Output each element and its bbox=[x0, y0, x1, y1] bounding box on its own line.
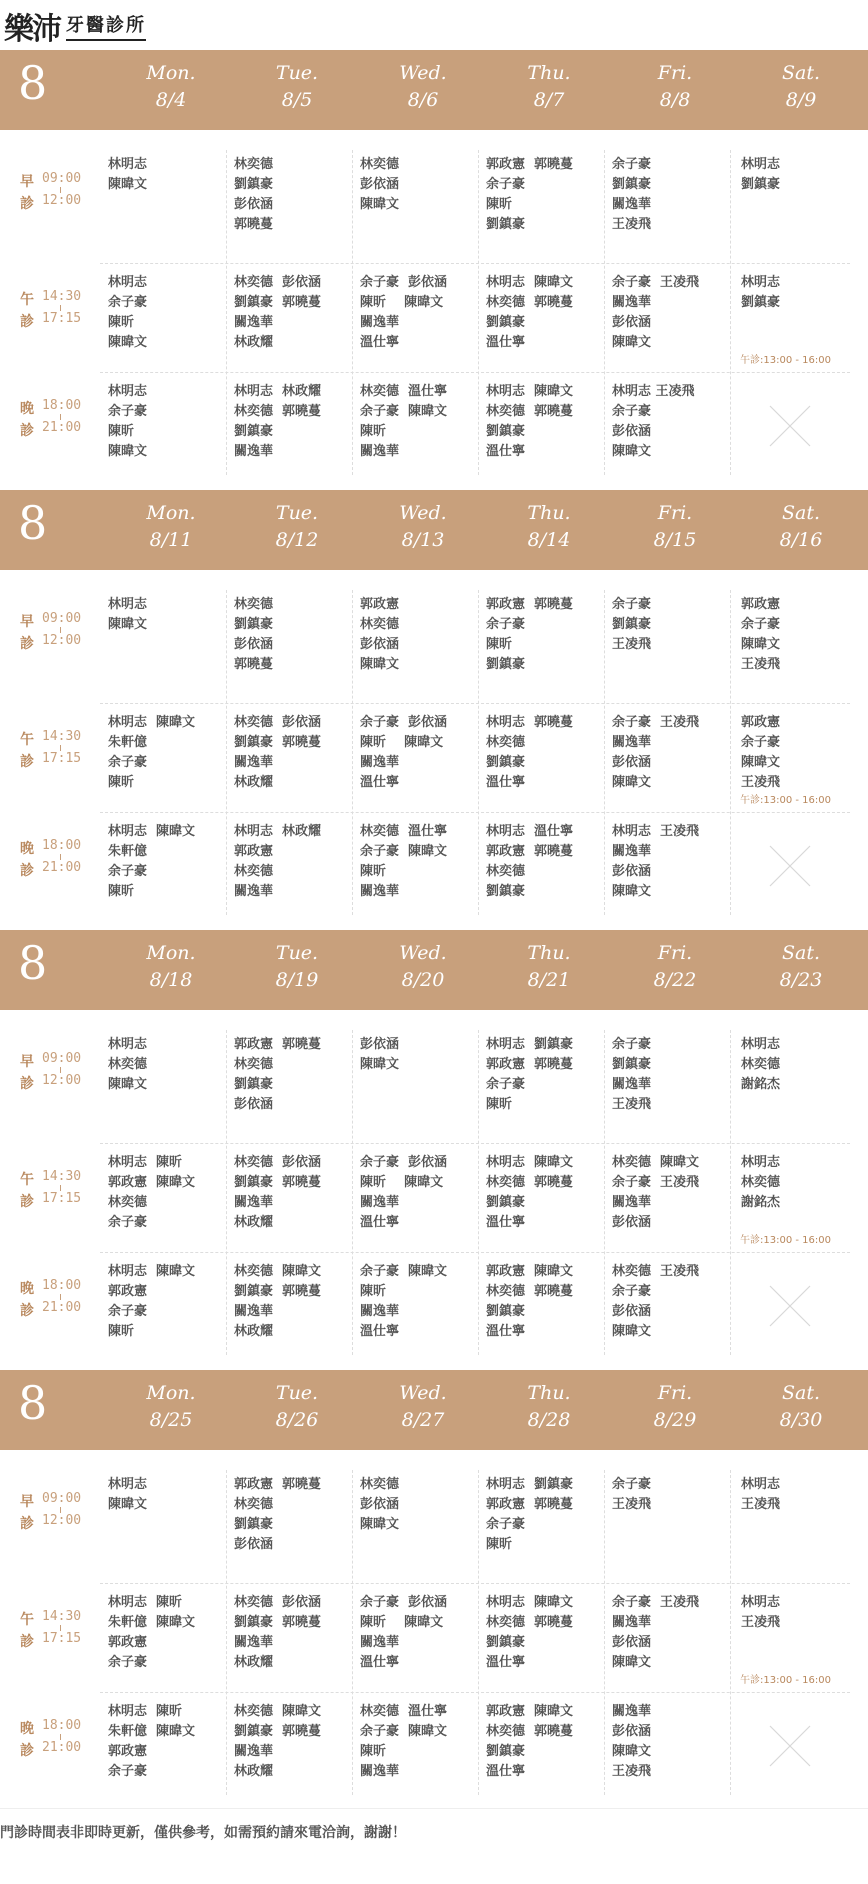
doctor-cell: 郭政憲 余子豪 陳暐文 王凌飛 bbox=[741, 715, 781, 790]
session-start-time: 18:00 bbox=[42, 1718, 82, 1733]
doctor-cell: 林明志 王凌飛 關逸華 彭依涵 陳暐文 bbox=[612, 824, 700, 899]
session-label bbox=[16, 1704, 96, 1764]
time-divider bbox=[60, 627, 61, 633]
session-end-time: 21:00 bbox=[42, 1740, 82, 1755]
closed-x-icon bbox=[768, 1724, 812, 1768]
session-label bbox=[16, 1037, 96, 1097]
day-heading bbox=[612, 500, 738, 554]
session-label bbox=[16, 715, 96, 775]
doctor-cell: 郭政憲 陳暐文 林奕德 郭曉蔓 劉鎮豪 溫仕寧 bbox=[486, 1704, 574, 1779]
session-start-time: 18:00 bbox=[42, 838, 82, 853]
doctor-cell: 林奕德 彭依涵 陳暐文 bbox=[360, 157, 400, 212]
column-divider bbox=[352, 1470, 353, 1795]
saturday-afternoon-note: 午診:13:00 - 16:00 bbox=[740, 1675, 831, 1686]
column-divider bbox=[478, 1030, 479, 1355]
doctor-cell: 林奕德 彭依涵 劉鎮豪 郭曉蔓 關逸華 林政耀 bbox=[234, 1595, 322, 1670]
day-name: Thu. bbox=[527, 502, 571, 524]
session-start-time: 09:00 bbox=[42, 1051, 82, 1066]
session-char: 診 bbox=[20, 314, 34, 330]
doctor-cell: 林明志 劉鎮豪 bbox=[741, 157, 781, 192]
doctor-cell: 郭政憲 郭曉蔓 林奕德 劉鎮豪 彭依涵 bbox=[234, 1477, 322, 1552]
session-char: 午 bbox=[20, 732, 34, 748]
doctor-cell: 林明志 陳暐文 林奕德 郭曉蔓 劉鎮豪 溫仕寧 bbox=[486, 1595, 574, 1670]
session-end-time: 12:00 bbox=[42, 1073, 82, 1088]
closed-x-icon bbox=[768, 844, 812, 888]
doctor-cell: 林奕德 彭依涵 劉鎮豪 郭曉蔓 關逸華 林政耀 bbox=[234, 275, 322, 350]
session-char: 早 bbox=[20, 1054, 34, 1070]
doctor-cell: 郭政憲 余子豪 陳暐文 王凌飛 bbox=[741, 597, 781, 672]
session-label bbox=[16, 1477, 96, 1537]
session-start-time: 18:00 bbox=[42, 398, 82, 413]
day-heading bbox=[486, 940, 612, 994]
session-start-time: 14:30 bbox=[42, 289, 82, 304]
saturday-afternoon-note: 午診:13:00 - 16:00 bbox=[740, 1235, 831, 1246]
week-block bbox=[0, 930, 868, 1360]
session-label bbox=[16, 275, 96, 335]
doctor-cell: 林明志 陳暐文 林奕德 郭曉蔓 劉鎮豪 溫仕寧 bbox=[486, 384, 574, 459]
doctor-cell: 余子豪 劉鎮豪 關逸華 王凌飛 bbox=[612, 157, 652, 232]
day-name: Fri. bbox=[657, 62, 693, 84]
doctor-cell: 林明志 余子豪 陳昕 陳暐文 bbox=[108, 275, 148, 350]
doctor-cell: 林奕德 溫仕寧 余子豪 陳暐文 陳昕 關逸華 bbox=[360, 1704, 448, 1779]
day-heading bbox=[360, 940, 486, 994]
day-date: 8/14 bbox=[527, 529, 571, 551]
doctor-cell: 郭政憲 郭曉蔓 余子豪 陳昕 劉鎮豪 bbox=[486, 597, 574, 672]
week-header bbox=[0, 50, 868, 130]
doctor-cell: 林明志 陳暐文 bbox=[108, 157, 148, 192]
saturday-afternoon-note: 午診:13:00 - 16:00 bbox=[740, 795, 831, 806]
doctor-cell: 林明志 陳暐文 朱軒億 余子豪 陳昕 bbox=[108, 715, 196, 790]
closed-x-icon bbox=[768, 404, 812, 448]
day-name: Sat. bbox=[781, 942, 821, 964]
column-divider bbox=[478, 150, 479, 475]
time-divider bbox=[60, 187, 61, 193]
column-divider bbox=[730, 1030, 731, 1355]
session-char: 午 bbox=[20, 1612, 34, 1628]
session-char: 診 bbox=[20, 863, 34, 879]
session-row-morning bbox=[0, 585, 868, 695]
day-date: 8/22 bbox=[653, 969, 697, 991]
day-heading bbox=[612, 60, 738, 114]
session-row-evening bbox=[0, 372, 868, 482]
day-date: 8/4 bbox=[155, 89, 187, 111]
session-end-time: 21:00 bbox=[42, 1300, 82, 1315]
column-divider bbox=[226, 1470, 227, 1795]
day-name: Mon. bbox=[146, 502, 196, 524]
session-char: 早 bbox=[20, 174, 34, 190]
day-heading bbox=[234, 940, 360, 994]
doctor-cell: 郭政憲 郭曉蔓 林奕德 劉鎮豪 彭依涵 bbox=[234, 1037, 322, 1112]
doctor-cell: 余子豪 王凌飛 bbox=[612, 1477, 652, 1512]
day-heading bbox=[360, 60, 486, 114]
week-header bbox=[0, 930, 868, 1010]
doctor-cell: 余子豪 王凌飛 關逸華 彭依涵 陳暐文 bbox=[612, 275, 700, 350]
day-name: Tue. bbox=[275, 502, 319, 524]
session-char: 診 bbox=[20, 1194, 34, 1210]
day-name: Thu. bbox=[527, 62, 571, 84]
day-name: Wed. bbox=[399, 62, 447, 84]
doctor-cell: 郭政憲 林奕德 彭依涵 陳暐文 bbox=[360, 597, 400, 672]
doctor-cell: 林明志 林政耀 林奕德 郭曉蔓 劉鎮豪 關逸華 bbox=[234, 384, 322, 459]
session-row-evening bbox=[0, 1692, 868, 1802]
doctor-cell: 林奕德 彭依涵 劉鎮豪 郭曉蔓 關逸華 林政耀 bbox=[234, 1155, 322, 1230]
session-char: 診 bbox=[20, 423, 34, 439]
session-row-morning bbox=[0, 1465, 868, 1575]
doctor-cell: 林明志 陳暐文 朱軒億 余子豪 陳昕 bbox=[108, 824, 196, 899]
session-label bbox=[16, 1155, 96, 1215]
day-heading bbox=[738, 940, 864, 994]
time-divider bbox=[60, 745, 61, 751]
session-start-time: 18:00 bbox=[42, 1278, 82, 1293]
session-char: 診 bbox=[20, 1743, 34, 1759]
column-divider bbox=[604, 150, 605, 475]
time-divider bbox=[60, 1294, 61, 1300]
doctor-cell: 林明志 陳昕 郭政憲 陳暐文 林奕德 余子豪 bbox=[108, 1155, 196, 1230]
session-end-time: 12:00 bbox=[42, 193, 82, 208]
day-date: 8/18 bbox=[149, 969, 193, 991]
time-divider bbox=[60, 1185, 61, 1191]
day-date: 8/27 bbox=[401, 1409, 445, 1431]
day-date: 8/16 bbox=[779, 529, 823, 551]
column-divider bbox=[730, 150, 731, 475]
time-divider bbox=[60, 1625, 61, 1631]
doctor-cell: 林明志 陳暐文 bbox=[108, 1477, 148, 1512]
day-date: 8/29 bbox=[653, 1409, 697, 1431]
month-number: 8 bbox=[18, 1376, 48, 1430]
day-date: 8/13 bbox=[401, 529, 445, 551]
day-name: Wed. bbox=[399, 502, 447, 524]
doctor-cell: 林明志 陳昕 朱軒億 陳暐文 郭政憲 余子豪 bbox=[108, 1595, 196, 1670]
day-name: Tue. bbox=[275, 62, 319, 84]
session-char: 晚 bbox=[20, 841, 34, 857]
month-number: 8 bbox=[18, 936, 48, 990]
doctor-cell: 林明志 陳暐文 bbox=[108, 597, 148, 632]
session-label bbox=[16, 157, 96, 217]
session-label bbox=[16, 824, 96, 884]
day-date: 8/5 bbox=[281, 89, 313, 111]
day-heading bbox=[234, 500, 360, 554]
day-date: 8/30 bbox=[779, 1409, 823, 1431]
session-end-time: 21:00 bbox=[42, 860, 82, 875]
doctor-cell: 關逸華 彭依涵 陳暐文 王凌飛 bbox=[612, 1704, 652, 1779]
session-char: 午 bbox=[20, 1172, 34, 1188]
day-name: Fri. bbox=[657, 942, 693, 964]
day-name: Tue. bbox=[275, 942, 319, 964]
logo-mark: 樂沛 bbox=[4, 12, 60, 47]
session-row-evening bbox=[0, 1252, 868, 1362]
day-name: Mon. bbox=[146, 942, 196, 964]
time-divider bbox=[60, 1734, 61, 1740]
day-name: Mon. bbox=[146, 1382, 196, 1404]
doctor-cell: 林奕德 溫仕寧 余子豪 陳暐文 陳昕 關逸華 bbox=[360, 824, 448, 899]
session-char: 午 bbox=[20, 292, 34, 308]
week-block bbox=[0, 1370, 868, 1800]
session-char: 晚 bbox=[20, 401, 34, 417]
week-block bbox=[0, 490, 868, 920]
session-char: 早 bbox=[20, 614, 34, 630]
column-divider bbox=[478, 1470, 479, 1795]
day-name: Fri. bbox=[657, 1382, 693, 1404]
day-date: 8/11 bbox=[149, 529, 193, 551]
day-date: 8/6 bbox=[407, 89, 439, 111]
saturday-afternoon-note: 午診:13:00 - 16:00 bbox=[740, 355, 831, 366]
doctor-cell: 余子豪 彭依涵 陳昕 陳暐文 關逸華 溫仕寧 bbox=[360, 275, 448, 350]
session-end-time: 17:15 bbox=[42, 751, 82, 766]
doctor-cell: 余子豪 王凌飛 關逸華 彭依涵 陳暐文 bbox=[612, 715, 700, 790]
doctor-cell: 余子豪 彭依涵 陳昕 陳暐文 關逸華 溫仕寧 bbox=[360, 1155, 448, 1230]
session-label bbox=[16, 1264, 96, 1324]
day-heading bbox=[486, 1380, 612, 1434]
session-char: 診 bbox=[20, 196, 34, 212]
column-divider bbox=[226, 590, 227, 915]
time-divider bbox=[60, 1067, 61, 1073]
month-number: 8 bbox=[18, 56, 48, 110]
doctor-cell: 林明志 劉鎮豪 郭政憲 郭曉蔓 余子豪 陳昕 bbox=[486, 1477, 574, 1552]
session-char: 診 bbox=[20, 1516, 34, 1532]
column-divider bbox=[226, 1030, 227, 1355]
day-name: Mon. bbox=[146, 62, 196, 84]
session-row-afternoon bbox=[0, 1583, 868, 1693]
doctor-cell: 林奕德 陳暐文 余子豪 王凌飛 關逸華 彭依涵 bbox=[612, 1155, 700, 1230]
column-divider bbox=[226, 150, 227, 475]
time-divider bbox=[60, 305, 61, 311]
month-number: 8 bbox=[18, 496, 48, 550]
day-heading bbox=[108, 500, 234, 554]
column-divider bbox=[604, 1030, 605, 1355]
session-start-time: 09:00 bbox=[42, 611, 82, 626]
day-date: 8/28 bbox=[527, 1409, 571, 1431]
session-end-time: 21:00 bbox=[42, 420, 82, 435]
week-block bbox=[0, 50, 868, 480]
day-date: 8/20 bbox=[401, 969, 445, 991]
clinic-name: 牙醫診所 bbox=[66, 11, 146, 41]
session-start-time: 09:00 bbox=[42, 171, 82, 186]
session-row-afternoon bbox=[0, 263, 868, 373]
time-divider bbox=[60, 1507, 61, 1513]
column-divider bbox=[478, 590, 479, 915]
doctor-cell: 余子豪 彭依涵 陳昕 陳暐文 關逸華 溫仕寧 bbox=[360, 1595, 448, 1670]
day-name: Wed. bbox=[399, 942, 447, 964]
day-heading bbox=[234, 60, 360, 114]
doctor-cell: 余子豪 陳暐文 陳昕 關逸華 溫仕寧 bbox=[360, 1264, 448, 1339]
day-heading bbox=[738, 60, 864, 114]
time-divider bbox=[60, 414, 61, 420]
doctor-cell: 林奕德 溫仕寧 余子豪 陳暐文 陳昕 關逸華 bbox=[360, 384, 448, 459]
day-date: 8/19 bbox=[275, 969, 319, 991]
session-char: 診 bbox=[20, 636, 34, 652]
day-date: 8/26 bbox=[275, 1409, 319, 1431]
doctor-cell: 余子豪 彭依涵 陳昕 陳暐文 關逸華 溫仕寧 bbox=[360, 715, 448, 790]
session-row-morning bbox=[0, 145, 868, 255]
closed-x-icon bbox=[768, 1284, 812, 1328]
session-end-time: 17:15 bbox=[42, 1631, 82, 1646]
session-row-afternoon bbox=[0, 703, 868, 813]
day-date: 8/8 bbox=[659, 89, 691, 111]
day-heading bbox=[738, 1380, 864, 1434]
session-label bbox=[16, 597, 96, 657]
doctor-cell: 彭依涵 陳暐文 bbox=[360, 1037, 400, 1072]
day-heading bbox=[612, 940, 738, 994]
column-divider bbox=[604, 590, 605, 915]
day-date: 8/23 bbox=[779, 969, 823, 991]
day-date: 8/15 bbox=[653, 529, 697, 551]
day-name: Tue. bbox=[275, 1382, 319, 1404]
doctor-cell: 郭政憲 陳暐文 林奕德 郭曉蔓 劉鎮豪 溫仕寧 bbox=[486, 1264, 574, 1339]
doctor-cell: 林明志 王凌飛 bbox=[741, 1595, 781, 1630]
session-char: 晚 bbox=[20, 1721, 34, 1737]
day-heading bbox=[360, 500, 486, 554]
day-heading bbox=[234, 1380, 360, 1434]
day-name: Thu. bbox=[527, 942, 571, 964]
day-name: Fri. bbox=[657, 502, 693, 524]
doctor-cell: 林奕德 劉鎮豪 彭依涵 郭曉蔓 bbox=[234, 597, 274, 672]
column-divider bbox=[352, 150, 353, 475]
doctor-cell: 林明志 林政耀 郭政憲 林奕德 關逸華 bbox=[234, 824, 322, 899]
doctor-cell: 林明志 劉鎮豪 bbox=[741, 275, 781, 310]
column-divider bbox=[730, 1470, 731, 1795]
doctor-cell: 林奕德 彭依涵 劉鎮豪 郭曉蔓 關逸華 林政耀 bbox=[234, 715, 322, 790]
day-date: 8/25 bbox=[149, 1409, 193, 1431]
doctor-cell: 林奕德 彭依涵 陳暐文 bbox=[360, 1477, 400, 1532]
week-header bbox=[0, 1370, 868, 1450]
day-date: 8/9 bbox=[785, 89, 817, 111]
day-name: Sat. bbox=[781, 502, 821, 524]
session-label bbox=[16, 384, 96, 444]
time-divider bbox=[60, 854, 61, 860]
doctor-cell: 林奕德 王凌飛 余子豪 彭依涵 陳暐文 bbox=[612, 1264, 700, 1339]
session-end-time: 17:15 bbox=[42, 311, 82, 326]
doctor-cell: 林明志 林奕德 謝銘杰 bbox=[741, 1155, 781, 1210]
session-row-evening bbox=[0, 812, 868, 922]
session-char: 早 bbox=[20, 1494, 34, 1510]
session-end-time: 17:15 bbox=[42, 1191, 82, 1206]
session-row-morning bbox=[0, 1025, 868, 1135]
doctor-cell: 林明志 溫仕寧 郭政憲 郭曉蔓 林奕德 劉鎮豪 bbox=[486, 824, 574, 899]
day-date: 8/7 bbox=[533, 89, 565, 111]
doctor-cell: 余子豪 劉鎮豪 王凌飛 bbox=[612, 597, 652, 652]
doctor-cell: 林明志 王凌飛 bbox=[741, 1477, 781, 1512]
doctor-cell: 郭政憲 郭曉蔓 余子豪 陳昕 劉鎮豪 bbox=[486, 157, 574, 232]
doctor-cell: 余子豪 劉鎮豪 關逸華 王凌飛 bbox=[612, 1037, 652, 1112]
doctor-cell: 林明志 陳暐文 林奕德 郭曉蔓 劉鎮豪 溫仕寧 bbox=[486, 1155, 574, 1230]
day-heading bbox=[360, 1380, 486, 1434]
session-end-time: 12:00 bbox=[42, 1513, 82, 1528]
doctor-cell: 林明志 王凌飛 余子豪 彭依涵 陳暐文 bbox=[612, 384, 695, 459]
footer-divider bbox=[0, 1808, 868, 1809]
doctor-cell: 林明志 陳昕 朱軒億 陳暐文 郭政憲 余子豪 bbox=[108, 1704, 196, 1779]
day-heading bbox=[612, 1380, 738, 1434]
session-end-time: 12:00 bbox=[42, 633, 82, 648]
session-char: 診 bbox=[20, 1634, 34, 1650]
week-header bbox=[0, 490, 868, 570]
session-char: 診 bbox=[20, 1076, 34, 1092]
day-name: Sat. bbox=[781, 1382, 821, 1404]
session-label bbox=[16, 1595, 96, 1655]
column-divider bbox=[604, 1470, 605, 1795]
doctor-cell: 林明志 余子豪 陳昕 陳暐文 bbox=[108, 384, 148, 459]
column-divider bbox=[352, 1030, 353, 1355]
doctor-cell: 林明志 林奕德 謝銘杰 bbox=[741, 1037, 781, 1092]
session-start-time: 14:30 bbox=[42, 1609, 82, 1624]
day-heading bbox=[108, 1380, 234, 1434]
column-divider bbox=[352, 590, 353, 915]
day-date: 8/21 bbox=[527, 969, 571, 991]
footer-note: 門診時間表非即時更新，僅供參考，如需預約請來電洽詢，謝謝！ bbox=[0, 1825, 406, 1841]
doctor-cell: 林奕德 劉鎮豪 彭依涵 郭曉蔓 bbox=[234, 157, 274, 232]
session-row-afternoon bbox=[0, 1143, 868, 1253]
session-start-time: 14:30 bbox=[42, 729, 82, 744]
doctor-cell: 林明志 郭曉蔓 林奕德 劉鎮豪 溫仕寧 bbox=[486, 715, 574, 790]
doctor-cell: 林奕德 陳暐文 劉鎮豪 郭曉蔓 關逸華 林政耀 bbox=[234, 1264, 322, 1339]
doctor-cell: 林明志 陳暐文 林奕德 郭曉蔓 劉鎮豪 溫仕寧 bbox=[486, 275, 574, 350]
day-heading bbox=[738, 500, 864, 554]
day-name: Thu. bbox=[527, 1382, 571, 1404]
doctor-cell: 林明志 林奕德 陳暐文 bbox=[108, 1037, 148, 1092]
session-start-time: 14:30 bbox=[42, 1169, 82, 1184]
session-char: 診 bbox=[20, 754, 34, 770]
session-char: 晚 bbox=[20, 1281, 34, 1297]
session-char: 診 bbox=[20, 1303, 34, 1319]
day-date: 8/12 bbox=[275, 529, 319, 551]
doctor-cell: 林明志 陳暐文 郭政憲 余子豪 陳昕 bbox=[108, 1264, 196, 1339]
session-start-time: 09:00 bbox=[42, 1491, 82, 1506]
day-name: Sat. bbox=[781, 62, 821, 84]
doctor-cell: 林奕德 陳暐文 劉鎮豪 郭曉蔓 關逸華 林政耀 bbox=[234, 1704, 322, 1779]
day-heading bbox=[108, 60, 234, 114]
clinic-logo bbox=[4, 4, 146, 48]
day-heading bbox=[486, 60, 612, 114]
doctor-cell: 余子豪 王凌飛 關逸華 彭依涵 陳暐文 bbox=[612, 1595, 700, 1670]
column-divider bbox=[730, 590, 731, 915]
day-heading bbox=[486, 500, 612, 554]
doctor-cell: 林明志 劉鎮豪 郭政憲 郭曉蔓 余子豪 陳昕 bbox=[486, 1037, 574, 1112]
day-name: Wed. bbox=[399, 1382, 447, 1404]
day-heading bbox=[108, 940, 234, 994]
